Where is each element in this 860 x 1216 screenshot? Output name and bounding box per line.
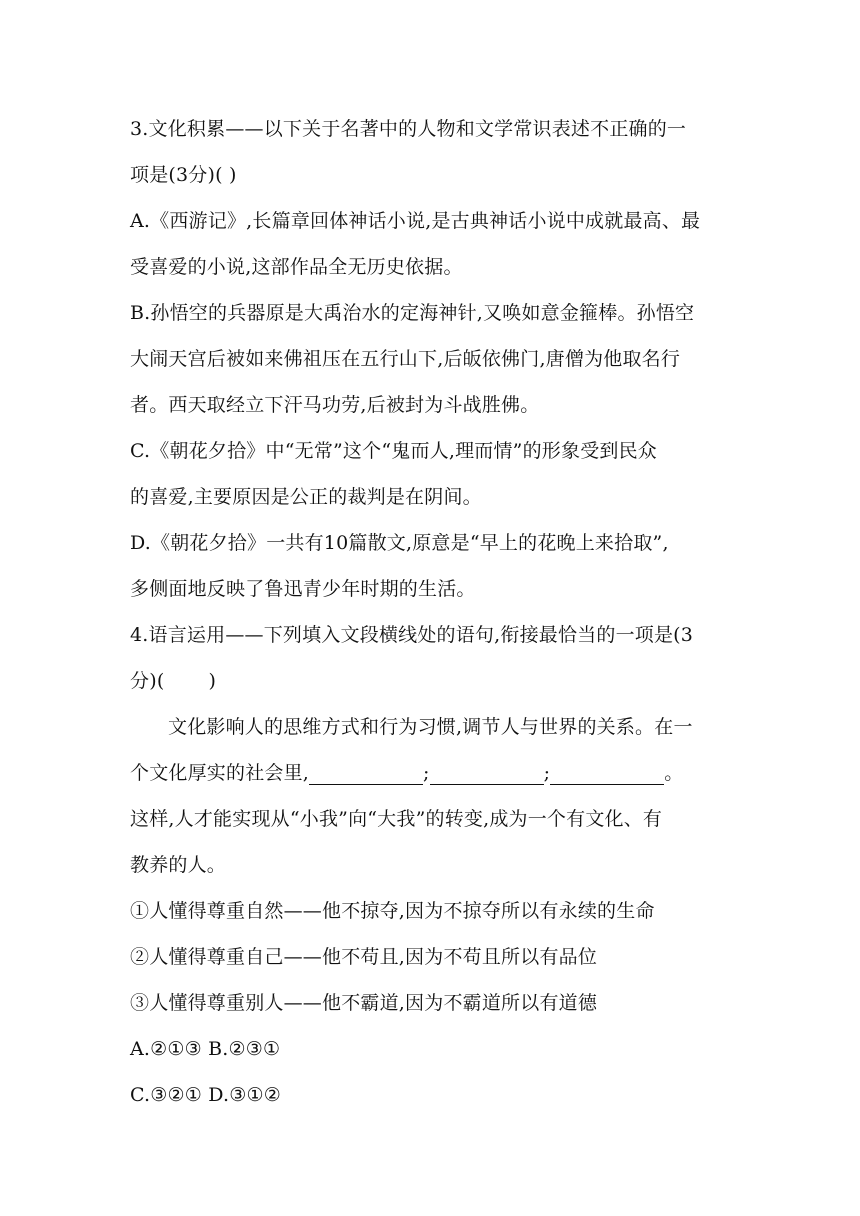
question-3-stem-line-1: 3.文化积累——以下关于名著中的人物和文学常识表述不正确的一 xyxy=(130,118,687,140)
passage-line-4: 教养的人。 xyxy=(130,854,227,876)
sentence-item-3: ③人懂得尊重别人——他不霸道,因为不霸道所以有道德 xyxy=(130,992,598,1014)
stem-prefix: 分)( xyxy=(130,670,165,692)
option-c-line-2: 的喜爱,主要原因是公正的裁判是在阴间。 xyxy=(130,486,482,508)
option-a-line-1: A.《西游记》,长篇章回体神话小说,是古典神话小说中成就最高、最 xyxy=(130,210,701,232)
option-b-line-2: 大闹天宫后被如来佛祖压在五行山下,后皈依佛门,唐僧为他取名行 xyxy=(130,348,681,370)
question-4-stem-line-1: 4.语言运用——下列填入文段横线处的语句,衔接最恰当的一项是(3 xyxy=(130,624,694,646)
passage-line-1: 文化影响人的思维方式和行为习惯,调节人与世界的关系。在一 xyxy=(168,716,693,738)
stem-suffix: ) xyxy=(208,670,217,692)
fill-blank-3 xyxy=(550,764,664,785)
question-3 xyxy=(130,106,730,612)
passage-line-2-text: 个文化厚实的社会里, xyxy=(130,762,310,784)
answer-options-line-1: A.②①③ B.②③① xyxy=(130,1038,281,1060)
question-4-stem-line-2 xyxy=(130,658,730,704)
blank-end-mark: 。 xyxy=(664,762,684,784)
sentence-item-2: ②人懂得尊重自己——他不苟且,因为不苟且所以有品位 xyxy=(130,946,598,968)
option-d-line-1: D.《朝花夕拾》一共有10篇散文,原意是“早上的花晚上来拾取”, xyxy=(130,532,669,554)
option-a-line-2: 受喜爱的小说,这部作品全无历史依据。 xyxy=(130,256,463,278)
option-b-line-1: B.孙悟空的兵器原是大禹治水的定海神针,又唤如意金箍棒。孙悟空 xyxy=(130,302,695,324)
document-page xyxy=(130,106,730,1118)
blank-separator-2: ; xyxy=(543,762,551,784)
fill-blank-1 xyxy=(309,764,423,785)
option-d-line-2: 多侧面地反映了鲁迅青少年时期的生活。 xyxy=(130,578,476,600)
option-c-line-1: C.《朝花夕拾》中“无常”这个“鬼而人,理而情”的形象受到民众 xyxy=(130,440,657,462)
option-b-line-3: 者。西天取经立下汗马功劳,后被封为斗战胜佛。 xyxy=(130,394,540,416)
passage-line-3: 这样,人才能实现从“小我”向“大我”的转变,成为一个有文化、有 xyxy=(130,808,663,830)
sentence-item-1: ①人懂得尊重自然——他不掠夺,因为不掠夺所以有永续的生命 xyxy=(130,900,655,922)
question-3-stem-line-2: 项是(3分)( ) xyxy=(130,164,237,186)
fill-blank-2 xyxy=(430,764,544,785)
answer-options-line-2: C.③②① D.③①② xyxy=(130,1084,281,1106)
passage-line-2 xyxy=(130,750,730,796)
blank-separator-1: ; xyxy=(423,762,430,784)
question-4 xyxy=(130,612,730,1118)
